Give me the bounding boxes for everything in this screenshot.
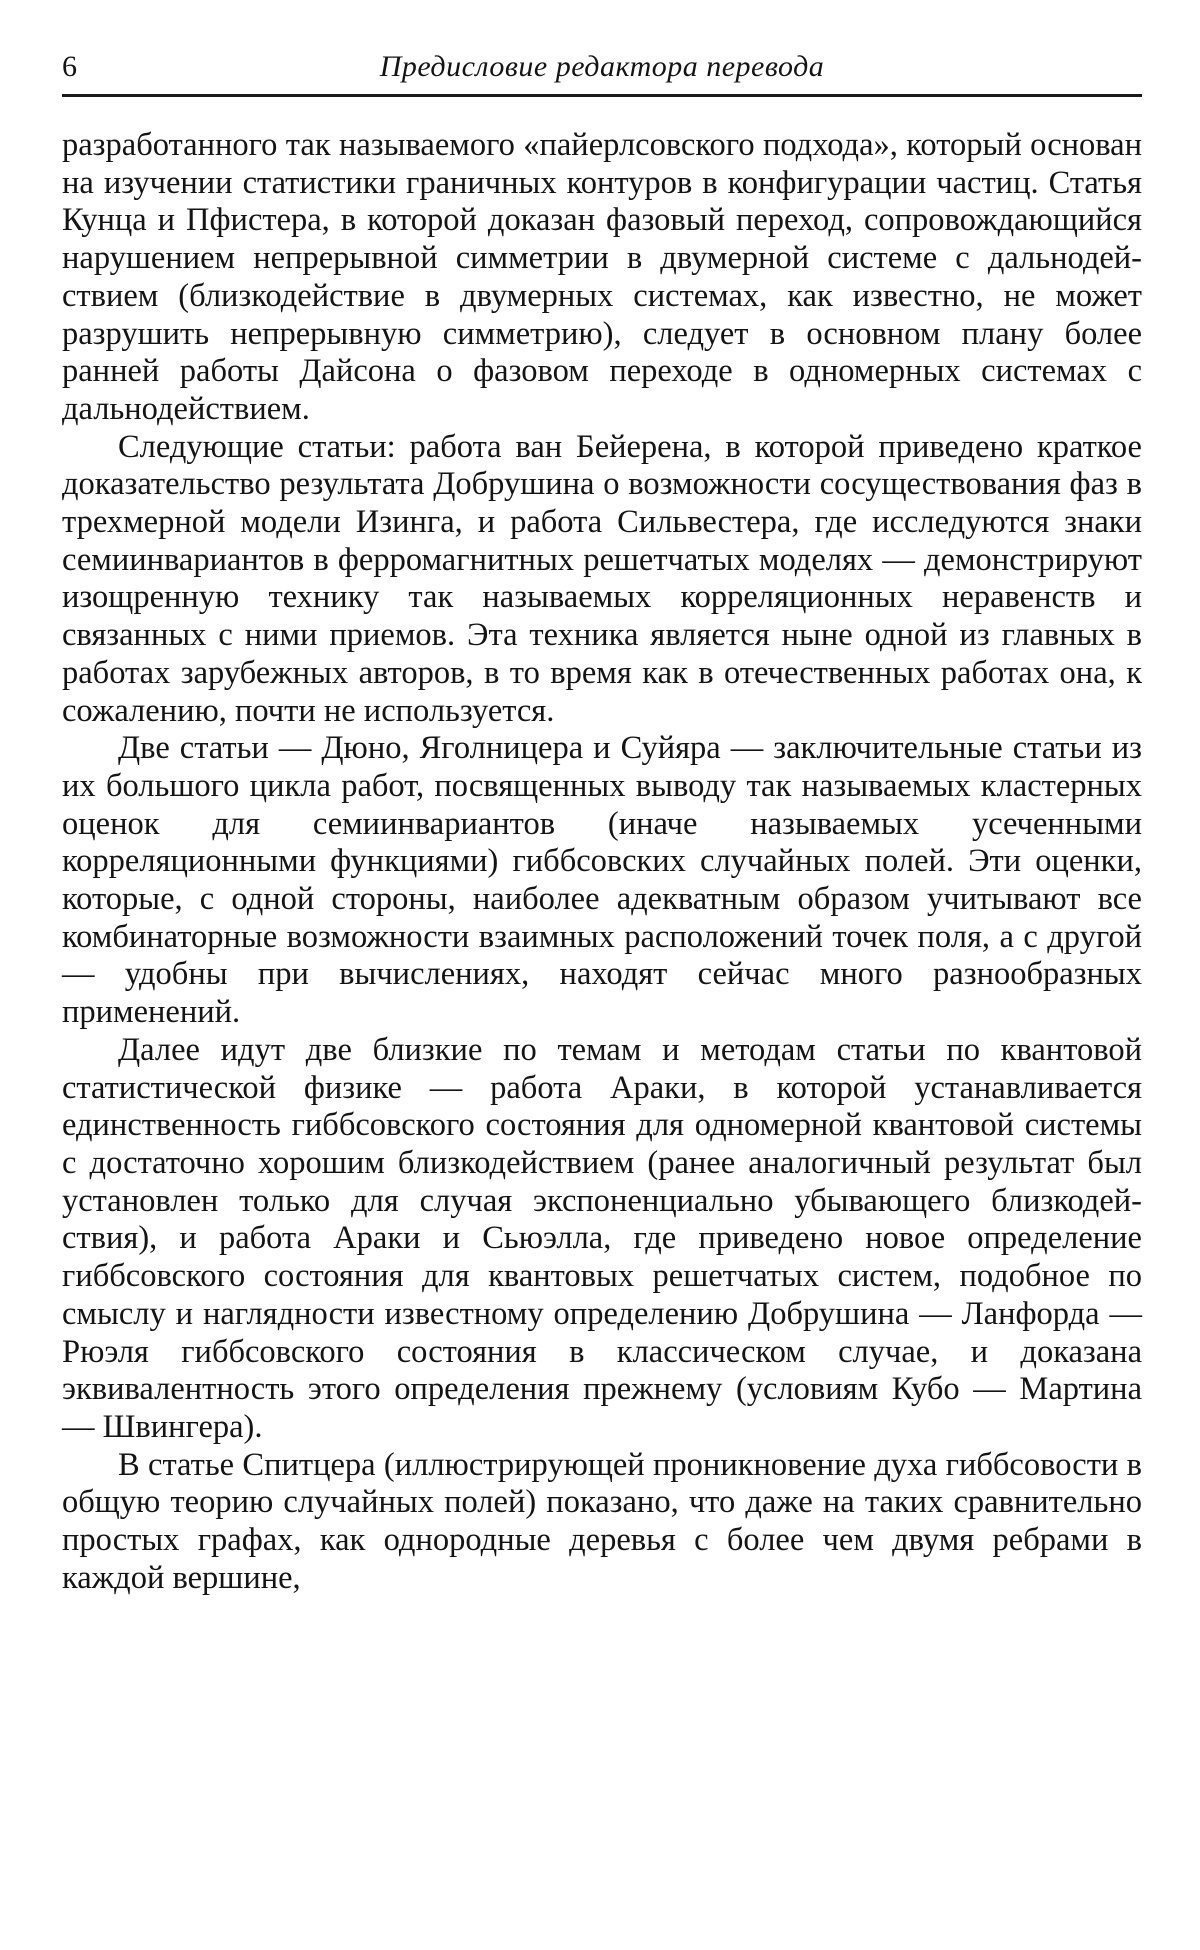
- header-rule: [62, 94, 1142, 97]
- body-text: [62, 127, 1142, 1597]
- paragraph-5: В статье Спитцера (иллюстрирующей проникновение духа гиббсовости в общую теорию случайных полей) показано, что даже на таких сравнительно простых графах, как однородные деревья с более чем двумя ребрами в каждой вершине,: [62, 1446, 1142, 1596]
- page-number: 6: [62, 50, 77, 83]
- paragraph-4: Далее идут две близкие по темам и методам статьи по квантовой статистической физике — работа Араки, в которой устанавливается единственность гиббсовского состояния для одномерной квантовой системы с достаточно хорошим близкодействием (ранее аналогичный результат был установлен только для случая экспоненциально убывающего близкодействия), и работа Араки и Сьюэлла, где приведено новое определение гиббсовского состояния для квантовых решетчатых систем, подобное по смыслу и наглядности известному определению Добрушина — Ланфорда — Рюэля гиббсовского состояния в классическом случае, и доказана эквивалентность этого определения прежнему (условиям Кубо — Мартина — Швингера).: [62, 1031, 1142, 1445]
- page-header: [62, 48, 1142, 94]
- running-title: Предисловие редактора перевода: [379, 50, 825, 83]
- paragraph-3: Две статьи — Дюно, Яголницера и Суйяра — заключительные статьи из их большого цикла работ, посвященных выводу так называемых кластерных оценок для семиинвариантов (иначе называемых усеченными корреляционными функциями) гиббсовских случайных полей. Эти оценки, которые, с одной стороны, наиболее адекватным образом учитывают все комбинаторные возможности взаимных расположений точек поля, а с другой — удобны при вычислениях, находят сейчас много разнообразных применений.: [62, 730, 1142, 1031]
- paragraph-1: разработанного так называемого «пайерлсовского подхода», который основан на изучении статистики граничных контуров в конфигурации частиц. Статья Кунца и Пфистера, в которой доказан фазовый переход, сопровождающийся нарушением непрерывной симметрии в двумерной системе с дальнодействием (близкодействие в двумерных системах, как известно, не может разрушить непрерывную симметрию), следует в основном плану более ранней работы Дайсона о фазовом переходе в одномерных системах с дальнодействием.: [62, 127, 1142, 427]
- paragraph-2: Следующие статьи: работа ван Бейерена, в которой приведено краткое доказательство результата Добрушина о возможности сосуществования фаз в трехмерной модели Изинга, и работа Сильвестера, где исследуются знаки семиинвариантов в ферромагнитных решетчатых моделях — демонстрируют изощренную технику так называемых корреляционных неравенств и связанных с ними приемов. Эта техника является ныне одной из главных в работах зарубежных авторов, в то время как в отечественных работах она, к сожалению, почти не используется.: [62, 428, 1142, 729]
- book-page: [62, 48, 1142, 1597]
